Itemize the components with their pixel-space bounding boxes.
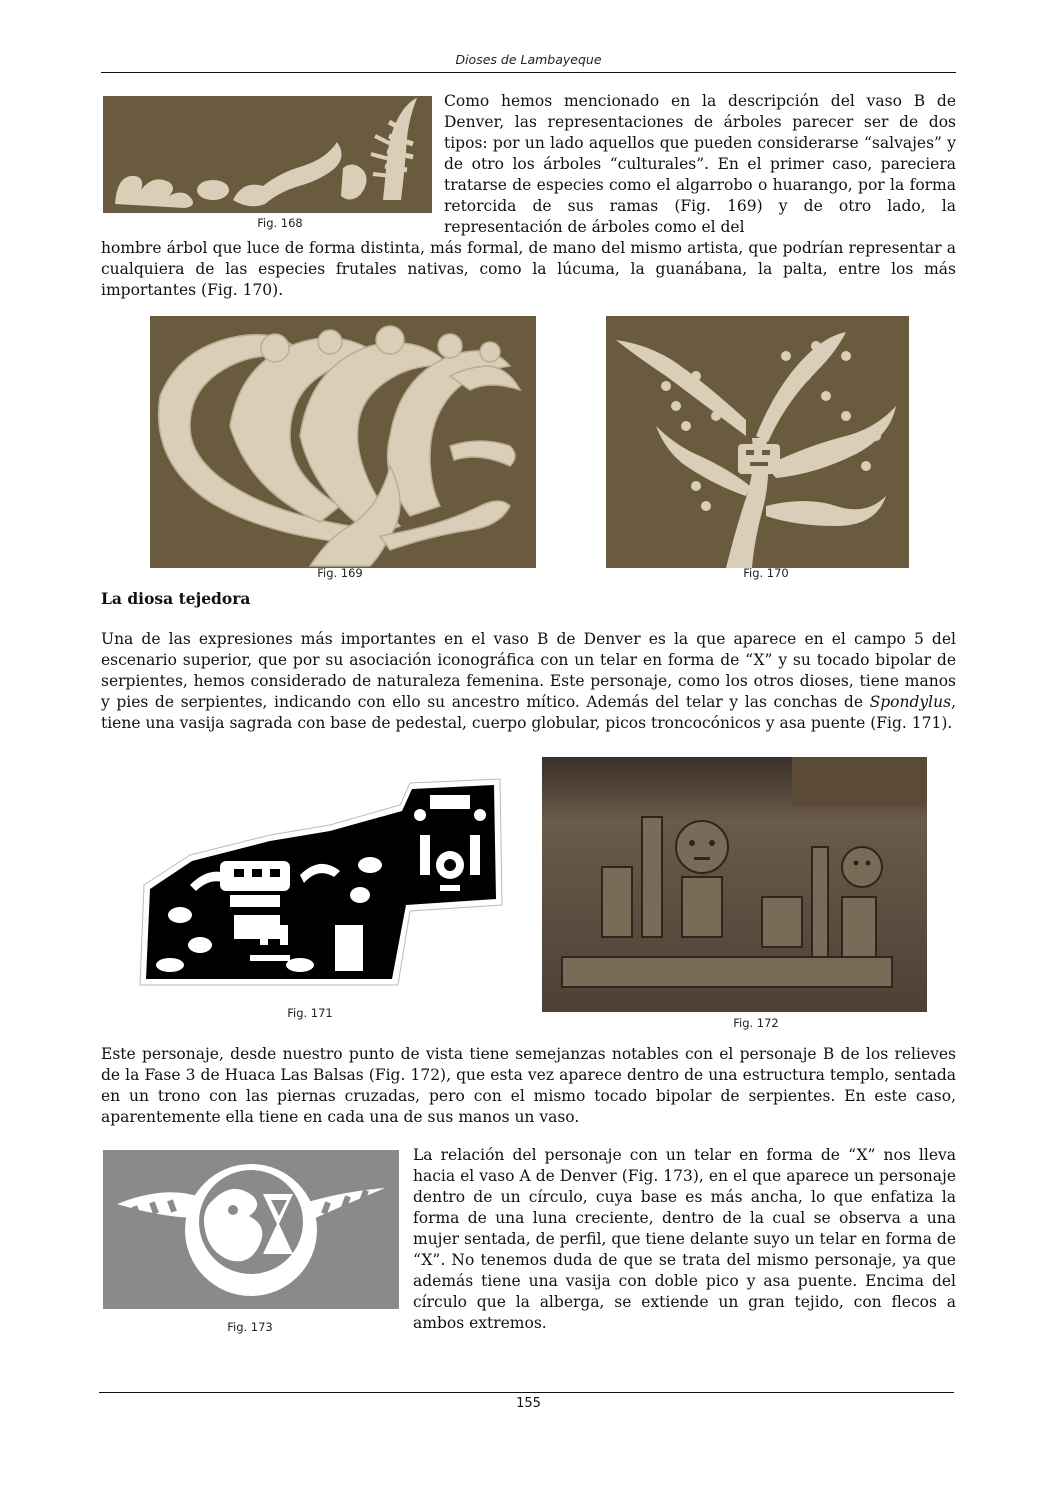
figure-170-image	[606, 316, 909, 568]
paragraph-3: Este personaje, desde nuestro punto de vista tiene semejanzas notables con el personaje B de los relieves de la Fase 3 de Huaca Las Balsas (Fig. 172), que esta vez aparece dentro de una estructura templo, sentada en un trono con las piernas cruzadas, pero con el mismo tocado bipolar de serpientes. En este caso, aparentemente ella tiene en cada una de sus manos un vaso.	[101, 1045, 956, 1126]
paragraph-2-text-a: Una de las expresiones más importantes en el vaso B de Denver es la que aparece en el campo 5 del escenario superior, que por su asociación iconográfica con un telar en forma de “X” y su tocado bipolar de serpientes, hemos considerado de naturaleza femenina. Este personaje, como los otros dioses, tiene manos y pies de serpientes, indicando con ello su ancestro mítico. Además del telar y las conchas de	[101, 630, 956, 711]
paragraph-1-continued: hombre árbol que luce de forma distinta, más formal, de mano del mismo artista, que podrían representar a cualquiera de las especies frutales nativas, como la lúcuma, la guanábana, la palta, entre los más importantes (Fig. 170).	[101, 239, 956, 299]
figure-171-caption: Fig. 171	[287, 1006, 333, 1020]
figure-172-caption: Fig. 172	[733, 1016, 779, 1030]
page-number: 155	[516, 1396, 541, 1411]
paragraph-4: La relación del personaje con un telar en forma de “X” nos lleva hacia el vaso A de Denver (Fig. 173), en el que aparece un personaje dentro de un círculo, cuya base es más ancha, lo que enfatiza la forma de una luna creciente, dentro de la cual se observa a una mujer sentada, de perfil, que tiene delante suyo un telar en forma de “X”. No tenemos duda de que se trata del mismo personaje, ya que además tiene una vasija con doble pico y asa puente. Encima del círculo que la alberga, se extiende un gran tejido, con flecos a ambos extremos.	[413, 1146, 956, 1332]
figure-168-caption: Fig. 168	[257, 216, 303, 230]
figure-171-image	[130, 775, 510, 1003]
figure-168-image	[103, 96, 432, 213]
paragraph-2-text-b: , tiene una vasija sagrada con base de pedestal, cuerpo globular, picos troncocónicos y asa puente (Fig. 171).	[101, 693, 956, 732]
figure-169-image	[150, 316, 536, 568]
header-rule	[101, 72, 956, 73]
figure-169-caption: Fig. 169	[317, 566, 363, 580]
running-header: Dioses de Lambayeque	[455, 52, 602, 67]
paragraph-2-italic: Spondylus	[869, 693, 952, 711]
figure-173-image	[103, 1150, 399, 1309]
section-heading: La diosa tejedora	[101, 589, 251, 608]
figure-170-caption: Fig. 170	[743, 566, 789, 580]
figure-172-photo	[542, 757, 927, 1012]
figure-173-caption: Fig. 173	[227, 1320, 273, 1334]
paragraph-2	[101, 629, 956, 734]
paragraph-1-side: Como hemos mencionado en la descripción del vaso B de Denver, las representaciones de árboles parecer ser de dos tipos: por un lado aquellos que pueden considerarse “salvajes” y de otro los árboles “culturales”. En el primer caso, pareciera tratarse de especies como el algarrobo o huarango, por la forma retorcida de sus ramas (Fig. 169) y de otro lado, la representación de árboles como el del	[444, 92, 956, 236]
footer-rule	[99, 1392, 954, 1393]
